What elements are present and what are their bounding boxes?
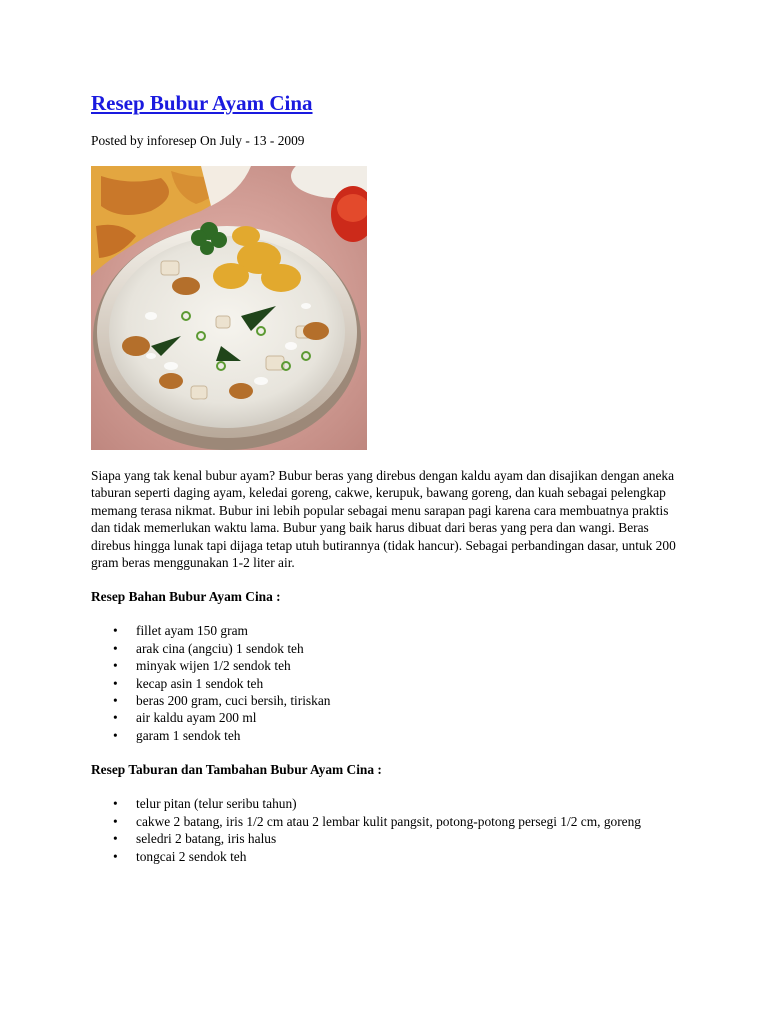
list-item (91, 692, 691, 709)
bullet-icon: • (113, 831, 118, 847)
list-item (91, 640, 691, 657)
bullet-icon: • (113, 710, 118, 726)
bullet-icon: • (113, 796, 118, 812)
bullet-icon: • (113, 623, 118, 639)
article-title-link[interactable]: Resep Bubur Ayam Cina (91, 91, 313, 115)
ingredients-list (91, 622, 691, 744)
list-item-text: fillet ayam 150 gram (136, 623, 248, 639)
list-item (91, 830, 691, 847)
list-item-text: tongcai 2 sendok teh (136, 848, 247, 864)
list-item (91, 848, 691, 865)
list-item-text: garam 1 sendok teh (136, 727, 241, 743)
bullet-icon: • (113, 727, 118, 743)
list-item (91, 813, 691, 830)
list-item-text: arak cina (angciu) 1 sendok teh (136, 640, 304, 656)
bullet-icon: • (113, 675, 118, 691)
toppings-list (91, 795, 691, 865)
list-item-text: telur pitan (telur seribu tahun) (136, 796, 297, 812)
bubur-ayam-photo (91, 166, 367, 450)
bullet-icon: • (113, 693, 118, 709)
list-item (91, 657, 691, 674)
list-item-text: air kaldu ayam 200 ml (136, 710, 257, 726)
ingredients-heading: Resep Bahan Bubur Ayam Cina : (91, 589, 281, 605)
list-item (91, 795, 691, 812)
intro-paragraph: Siapa yang tak kenal bubur ayam? Bubur beras yang direbus dengan kaldu ayam dan disajikan dengan aneka taburan seperti daging ayam, keledai goreng, cakwe, kerupuk, bawang goreng, dan kuah sebagai pelengkap memang terasa nikmat. Bubur ini lebih popular sebagai menu sarapan pagi karena cara membuatnya praktis dan tidak memerlukan waktu lama. Bubur yang baik harus dibuat dari beras yang pera dan wangi. Beras direbus hingga lunak tapi dijaga tetap utuh butirannya (tidak hancur). Sebagai perbandingan dasar, untuk 200 gram beras menggunakan 1-2 liter air. (91, 468, 676, 571)
list-item-text: minyak wijen 1/2 sendok teh (136, 658, 291, 674)
list-item (91, 727, 691, 744)
bullet-icon: • (113, 848, 118, 864)
list-item-text: beras 200 gram, cuci bersih, tiriskan (136, 693, 331, 709)
article (91, 88, 691, 865)
list-item-text: seledri 2 batang, iris halus (136, 831, 277, 847)
list-item-text: cakwe 2 batang, iris 1/2 cm atau 2 lembar kulit pangsit, potong-potong persegi 1/2 cm, goreng (136, 813, 642, 829)
toppings-heading: Resep Taburan dan Tambahan Bubur Ayam Cina : (91, 762, 382, 778)
bullet-icon: • (113, 658, 118, 674)
list-item-text: kecap asin 1 sendok teh (136, 675, 264, 691)
bullet-icon: • (113, 813, 118, 829)
list-item (91, 622, 691, 639)
list-item (91, 709, 691, 726)
bullet-icon: • (113, 640, 118, 656)
post-meta: Posted by inforesep On July - 13 - 2009 (91, 133, 305, 148)
list-item (91, 675, 691, 692)
